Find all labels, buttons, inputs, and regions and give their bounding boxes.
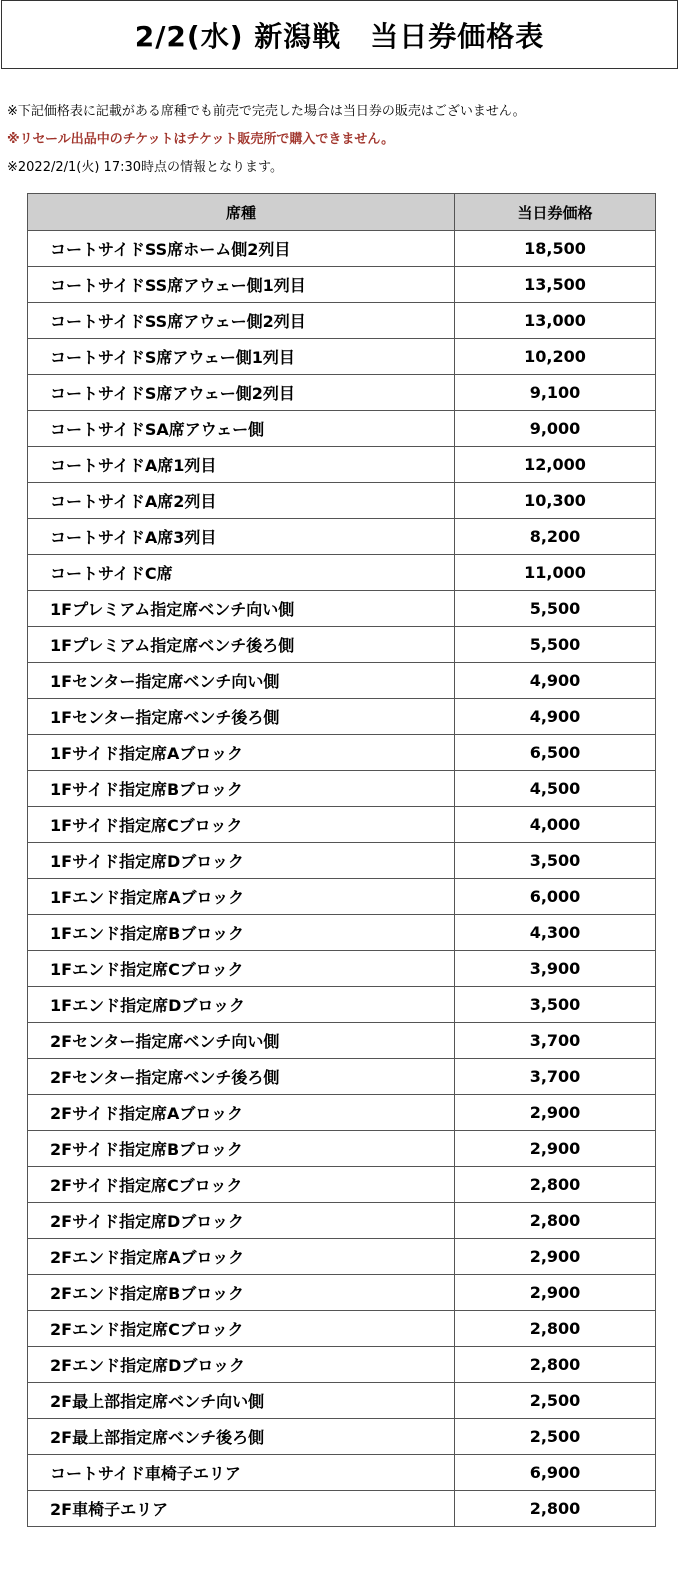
- table-row: [28, 267, 656, 303]
- table-row: [28, 1383, 656, 1419]
- price-cell: 4,500: [455, 771, 656, 807]
- table-row: [28, 915, 656, 951]
- price-cell: 4,900: [455, 699, 656, 735]
- seat-type-cell: コートサイドSA席アウェー側: [28, 411, 455, 447]
- price-cell: 2,500: [455, 1383, 656, 1419]
- header-seat-type: 席種: [28, 194, 455, 231]
- table-row: [28, 807, 656, 843]
- seat-type-cell: 2Fエンド指定席Bブロック: [28, 1275, 455, 1311]
- price-cell: 5,500: [455, 627, 656, 663]
- header-price: 当日券価格: [455, 194, 656, 231]
- table-row: [28, 987, 656, 1023]
- table-row: [28, 1203, 656, 1239]
- table-row: [28, 231, 656, 267]
- table-row: [28, 1167, 656, 1203]
- table-row: [28, 1455, 656, 1491]
- note-line: ※下記価格表に記載がある席種でも前売で完売した場合は当日券の販売はございません。: [7, 104, 526, 119]
- price-cell: 12,000: [455, 447, 656, 483]
- table-row: [28, 1275, 656, 1311]
- seat-type-cell: 2Fサイド指定席Dブロック: [28, 1203, 455, 1239]
- seat-type-cell: コートサイドA席2列目: [28, 483, 455, 519]
- price-cell: 10,200: [455, 339, 656, 375]
- seat-type-cell: コートサイドS席アウェー側1列目: [28, 339, 455, 375]
- price-cell: 13,000: [455, 303, 656, 339]
- table-row: [28, 591, 656, 627]
- seat-type-cell: 1Fエンド指定席Cブロック: [28, 951, 455, 987]
- table-row: [28, 411, 656, 447]
- price-cell: 2,800: [455, 1203, 656, 1239]
- price-cell: 13,500: [455, 267, 656, 303]
- price-cell: 3,700: [455, 1023, 656, 1059]
- price-cell: 8,200: [455, 519, 656, 555]
- seat-type-cell: 2Fサイド指定席Bブロック: [28, 1131, 455, 1167]
- seat-type-cell: 2F最上部指定席ベンチ後ろ側: [28, 1419, 455, 1455]
- seat-type-cell: 1Fセンター指定席ベンチ後ろ側: [28, 699, 455, 735]
- note-line: ※2022/2/1(火) 17:30時点の情報となります。: [7, 160, 283, 175]
- seat-type-cell: 2Fサイド指定席Cブロック: [28, 1167, 455, 1203]
- seat-type-cell: コートサイド車椅子エリア: [28, 1455, 455, 1491]
- seat-type-cell: 2F車椅子エリア: [28, 1491, 455, 1527]
- seat-type-cell: コートサイドSS席アウェー側2列目: [28, 303, 455, 339]
- seat-type-cell: 2Fエンド指定席Cブロック: [28, 1311, 455, 1347]
- price-cell: 2,800: [455, 1347, 656, 1383]
- price-cell: 11,000: [455, 555, 656, 591]
- price-cell: 4,900: [455, 663, 656, 699]
- table-row: [28, 303, 656, 339]
- table-row: [28, 519, 656, 555]
- seat-type-cell: コートサイドSS席アウェー側1列目: [28, 267, 455, 303]
- seat-type-cell: 2Fエンド指定席Aブロック: [28, 1239, 455, 1275]
- seat-type-cell: コートサイドC席: [28, 555, 455, 591]
- table-row: [28, 339, 656, 375]
- table-row: [28, 1347, 656, 1383]
- table-row: [28, 735, 656, 771]
- seat-type-cell: 1Fサイド指定席Bブロック: [28, 771, 455, 807]
- price-cell: 10,300: [455, 483, 656, 519]
- seat-type-cell: 2F最上部指定席ベンチ向い側: [28, 1383, 455, 1419]
- price-cell: 2,500: [455, 1419, 656, 1455]
- seat-type-cell: コートサイドS席アウェー側2列目: [28, 375, 455, 411]
- table-row: [28, 1059, 656, 1095]
- price-cell: 2,800: [455, 1311, 656, 1347]
- notes-section: [7, 98, 677, 182]
- page-title: [1, 0, 678, 69]
- price-cell: 6,500: [455, 735, 656, 771]
- seat-type-cell: 1Fセンター指定席ベンチ向い側: [28, 663, 455, 699]
- table-row: [28, 951, 656, 987]
- table-row: [28, 1491, 656, 1527]
- seat-type-cell: 1Fサイド指定席Cブロック: [28, 807, 455, 843]
- price-cell: 3,500: [455, 987, 656, 1023]
- seat-type-cell: 2Fサイド指定席Aブロック: [28, 1095, 455, 1131]
- table-row: [28, 447, 656, 483]
- seat-type-cell: コートサイドA席3列目: [28, 519, 455, 555]
- price-cell: 2,900: [455, 1095, 656, 1131]
- table-row: [28, 1131, 656, 1167]
- table-row: [28, 627, 656, 663]
- price-cell: 4,300: [455, 915, 656, 951]
- table-header-row: [28, 194, 656, 231]
- seat-type-cell: コートサイドSS席ホーム側2列目: [28, 231, 455, 267]
- price-cell: 9,100: [455, 375, 656, 411]
- table-row: [28, 843, 656, 879]
- price-cell: 2,800: [455, 1491, 656, 1527]
- seat-type-cell: 1Fプレミアム指定席ベンチ向い側: [28, 591, 455, 627]
- price-cell: 18,500: [455, 231, 656, 267]
- price-cell: 5,500: [455, 591, 656, 627]
- table-row: [28, 1419, 656, 1455]
- seat-type-cell: 1Fサイド指定席Dブロック: [28, 843, 455, 879]
- price-cell: 3,500: [455, 843, 656, 879]
- price-cell: 3,700: [455, 1059, 656, 1095]
- table-row: [28, 699, 656, 735]
- price-table: [27, 193, 656, 1527]
- seat-type-cell: 2Fセンター指定席ベンチ向い側: [28, 1023, 455, 1059]
- price-table-body: [28, 231, 656, 1527]
- price-cell: 2,900: [455, 1131, 656, 1167]
- table-row: [28, 1095, 656, 1131]
- price-cell: 6,000: [455, 879, 656, 915]
- table-row: [28, 1023, 656, 1059]
- price-cell: 3,900: [455, 951, 656, 987]
- page-title-text: 2/2(水) 新潟戦 当日券価格表: [134, 19, 545, 53]
- table-row: [28, 879, 656, 915]
- seat-type-cell: 1Fエンド指定席Aブロック: [28, 879, 455, 915]
- table-row: [28, 375, 656, 411]
- seat-type-cell: 1Fエンド指定席Dブロック: [28, 987, 455, 1023]
- table-row: [28, 555, 656, 591]
- table-row: [28, 483, 656, 519]
- seat-type-cell: 2Fエンド指定席Dブロック: [28, 1347, 455, 1383]
- seat-type-cell: 2Fセンター指定席ベンチ後ろ側: [28, 1059, 455, 1095]
- price-cell: 9,000: [455, 411, 656, 447]
- table-row: [28, 1311, 656, 1347]
- table-row: [28, 663, 656, 699]
- seat-type-cell: コートサイドA席1列目: [28, 447, 455, 483]
- price-cell: 2,900: [455, 1239, 656, 1275]
- seat-type-cell: 1Fエンド指定席Bブロック: [28, 915, 455, 951]
- price-cell: 2,800: [455, 1167, 656, 1203]
- table-row: [28, 1239, 656, 1275]
- table-row: [28, 771, 656, 807]
- seat-type-cell: 1Fサイド指定席Aブロック: [28, 735, 455, 771]
- price-cell: 6,900: [455, 1455, 656, 1491]
- price-cell: 4,000: [455, 807, 656, 843]
- seat-type-cell: 1Fプレミアム指定席ベンチ後ろ側: [28, 627, 455, 663]
- price-cell: 2,900: [455, 1275, 656, 1311]
- note-line: ※リセール出品中のチケットはチケット販売所で購入できません。: [7, 132, 395, 147]
